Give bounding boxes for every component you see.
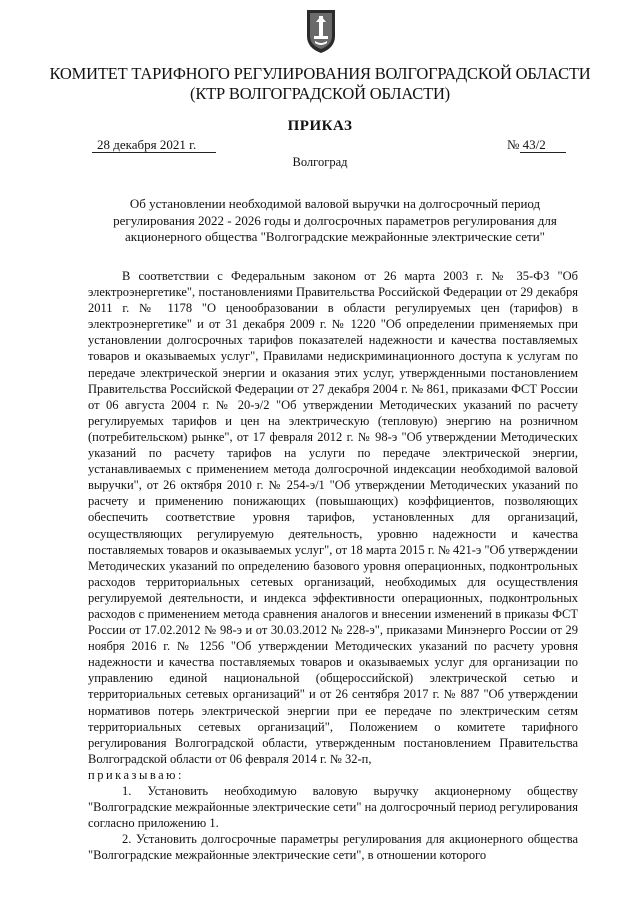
order-item-1: 1. Установить необходимую валовую выручку акционерному обществу "Волгоградские межрайонные электрические сети" на долгосрочный период регулирования согласно приложению 1. (88, 784, 578, 831)
preamble-paragraph: В соответствии с Федеральным законом от 26 марта 2003 г. № 35-ФЗ "Об электроэнергетике", постановлениями Правительства Российской Федерации от 29 декабря 2011 г. № 1178 "О ценообразовании в области регулируемых цен (тарифов) в электроэнергетике" и от 31 декабря 2009 г. № 1220 "Об определении применяемых при установлении долгосрочных тарифов показателей надежности и качества поставляемых товаров и оказываемых услуг", Правилами недискриминационного доступа к услугам по передаче электрической энергии и оказания этих услуг, утвержденными постановлением Правительства Российской Федерации от 27 декабря 2004 г. № 861, приказами ФСТ России от 06 августа 2004 г. № 20-э/2 "Об утверждении Методических указаний по расчету регулируемых тарифов и цен на электрическую (тепловую) энергию на розничном (потребительском) рынке", от 17 февраля 2012 г. № 98-э "Об утверждении Методических указаний по расчету тарифов на услуги по передаче электрической энергии, устанавливаемых с применением метода долгосрочной индексации необходимой валовой выручки", от 26 октября 2010 г. № 254-э/1 "Об утверждении Методических указаний по расчету и применению понижающих (повышающих) коэффициентов, позволяющих обеспечить соответствие уровня тарифов, установленных для организаций, осуществляющих регулируемую деятельность, уровню надежности и качества поставляемых товаров и оказываемых услуг", от 18 марта 2015 г. № 421-э "Об утверждении Методических указаний по определению базового уровня операционных, подконтрольных расходов территориальных сетевых организаций, необходимых для осуществления регулируемой деятельности, и индекса эффективности операционных, подконтрольных расходов с применением метода сравнения аналогов и внесении изменений в приказы ФСТ России от 17.02.2012 № 98-э и от 30.03.2012 № 228-э", приказами Минэнерго России от 29 ноября 2016 г. № 1256 "Об утверждении Методических указаний по расчету уровня надежности и качества поставляемых товаров и оказываемых услуг для организации по управлению единой национальной (общероссийской) электрической сетью и территориальных сетевых организаций" и от 26 сентября 2017 г. № 887 "Об утверждении нормативов потерь электрической энергии при ее передаче по электрическим сетям территориальных сетевых организаций", Положением о комитете тарифного регулирования Волгоградской области, утвержденным постановлением Правительства Волгоградской области от 06 февраля 2014 г. № 32-п, (88, 269, 578, 766)
coat-of-arms-icon (305, 8, 337, 54)
date-underline (92, 152, 216, 153)
organization-abbreviation: (КТР ВОЛГОГРАДСКОЙ ОБЛАСТИ) (190, 84, 450, 103)
document-city: Волгоград (292, 155, 348, 169)
order-item-2: 2. Установить долгосрочные параметры регулирования для акционерного общества "Волгоградские межрайонные электрические сети", в отношении которого (88, 832, 578, 863)
organization-name: КОМИТЕТ ТАРИФНОГО РЕГУЛИРОВАНИЯ ВОЛГОГРАДСКОЙ ОБЛАСТИ (49, 64, 591, 83)
document-date: 28 декабря 2021 г. (97, 137, 197, 152)
document-subject: Об установлении необходимой валовой выручки на долгосрочный период регулирования 2022 - 2026 годы и долгосрочных параметров регулирования для акционерного общества "Волгоградские межрайонные электрические сети" (113, 196, 557, 244)
document-body (88, 268, 578, 863)
order-keyword: приказываю: (88, 767, 184, 782)
document-number: № 43/2 (507, 137, 546, 152)
number-underline (520, 152, 566, 153)
document-type: ПРИКАЗ (287, 118, 353, 134)
